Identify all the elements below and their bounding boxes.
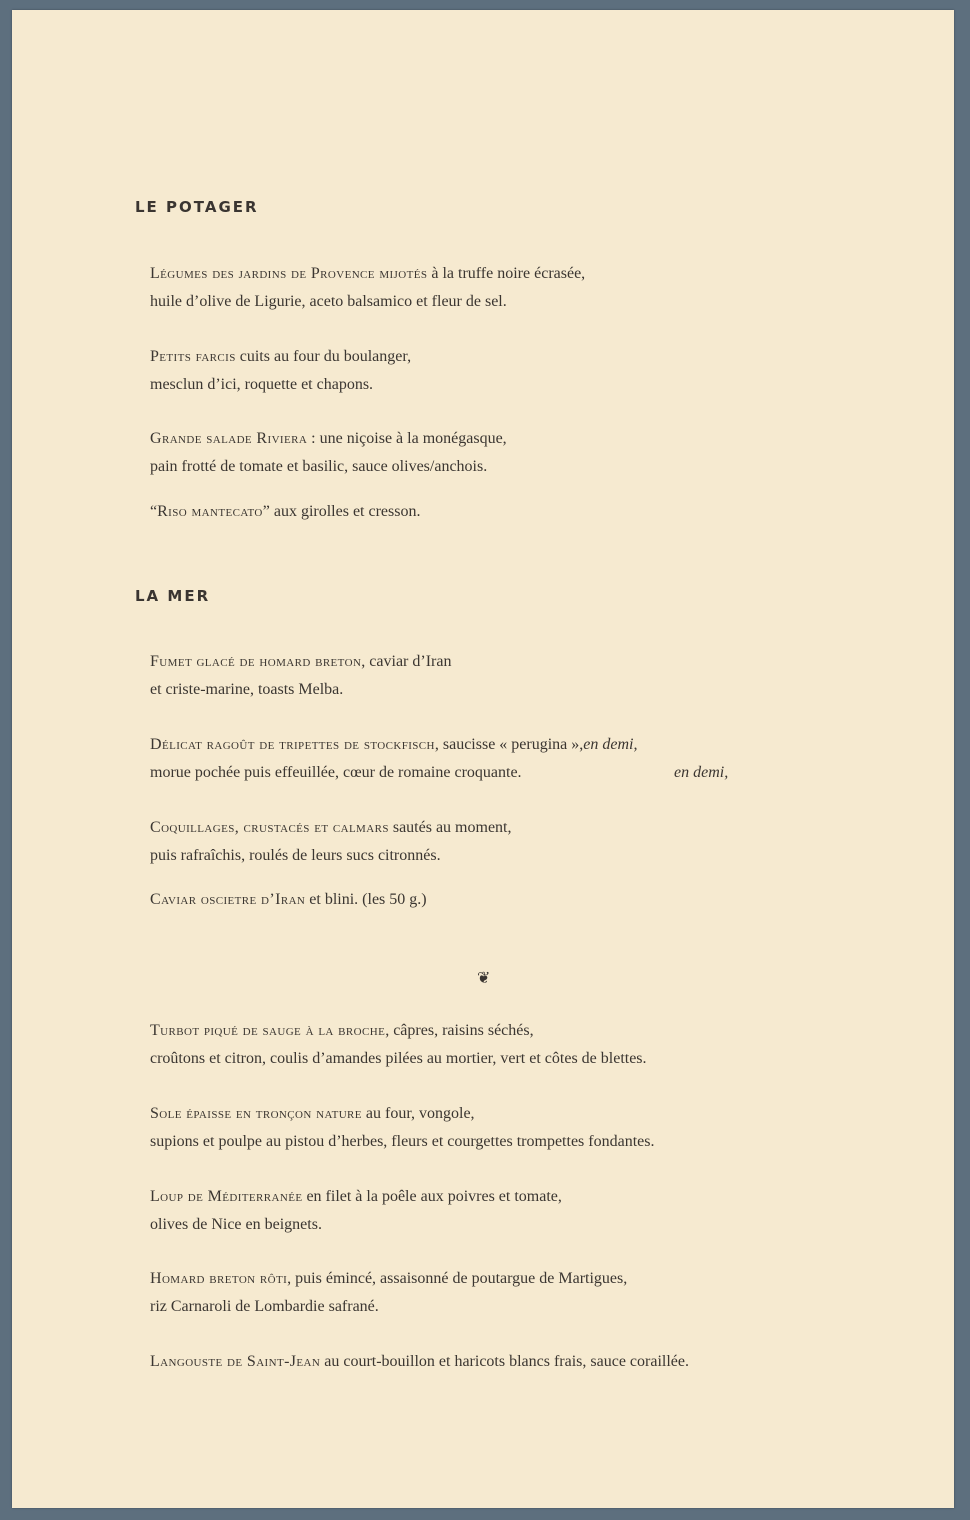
- dish-line-2: olives de Nice en beignets.: [150, 1216, 322, 1233]
- fleuron-ornament-icon: ❦: [477, 970, 491, 987]
- dish-line: [150, 425, 507, 453]
- dish-line: [150, 814, 511, 842]
- dish-line: [150, 648, 451, 676]
- dish-coquillages: [150, 814, 511, 870]
- dish-name: Fumet glacé de homard breton: [150, 653, 362, 670]
- dish-name: Coquillages, crustacés et calmars: [150, 819, 389, 836]
- dish-name: Riso mantecato: [157, 503, 263, 520]
- dish-name: Langouste de Saint-Jean: [150, 1353, 321, 1370]
- dish-legumes: [150, 260, 585, 316]
- dish-line-2: croûtons et citron, coulis d’amandes pilées au mortier, vert et côtes de blettes.: [150, 1050, 647, 1067]
- dish-sole: [150, 1100, 654, 1156]
- dish-line: [150, 1100, 654, 1128]
- dish-turbot: [150, 1017, 647, 1073]
- dish-name: Délicat ragoût de tripettes de stockfisch: [150, 736, 435, 753]
- dish-name: Grande salade Riviera: [150, 430, 308, 447]
- dish-line: [150, 731, 637, 759]
- dish-name: Légumes des jardins de Provence mijotés: [150, 265, 428, 282]
- dish-desc: , puis émincé, assaisonné de poutargue de Martigues,: [287, 1270, 628, 1287]
- dish-line: [150, 1265, 627, 1293]
- dish-line-2: supions et poulpe au pistou d’herbes, fleurs et courgettes trompettes fondantes.: [150, 1133, 655, 1150]
- dish-name: Petits farcis: [150, 348, 236, 365]
- dish-name: Homard breton rôti: [150, 1270, 288, 1287]
- dish-line: [150, 260, 585, 288]
- dish-name: Loup de Méditerranée: [150, 1188, 303, 1205]
- dish-line: [150, 1183, 562, 1211]
- dish-desc: , saucisse « perugina »,: [434, 736, 584, 753]
- dish-desc: , caviar d’Iran: [361, 653, 452, 670]
- dish-line: [150, 343, 411, 371]
- dish-desc: sautés au moment,: [388, 819, 512, 836]
- dish-line: [150, 498, 420, 526]
- dish-desc: cuits au four du boulanger,: [235, 348, 412, 365]
- portion-label-2: en demi,: [674, 764, 729, 781]
- dish-desc: en filet à la poêle aux poivres et tomate,: [302, 1188, 562, 1205]
- menu-page: [12, 10, 954, 1508]
- dish-line: [150, 1017, 647, 1045]
- dish-petits-farcis: [150, 343, 411, 399]
- dish-riso: [150, 498, 420, 526]
- dish-fumet-homard: [150, 648, 451, 704]
- dish-line-2: riz Carnaroli de Lombardie safrané.: [150, 1298, 379, 1315]
- dish-desc: : une niçoise à la monégasque,: [307, 430, 507, 447]
- dish-desc: à la truffe noire écrasée,: [427, 265, 586, 282]
- dish-desc: au four, vongole,: [361, 1105, 475, 1122]
- dish-line-2: pain frotté de tomate et basilic, sauce olives/anchois.: [150, 458, 488, 475]
- dish-line-2: puis rafraîchis, roulés de leurs sucs citronnés.: [150, 847, 441, 864]
- dish-line: [150, 886, 427, 914]
- dish-desc: , câpres, raisins séchés,: [385, 1022, 534, 1039]
- dish-name: Caviar oscietre d’Iran: [150, 891, 306, 908]
- dish-line-2: morue pochée puis effeuillée, cœur de romaine croquante.: [150, 764, 522, 781]
- portion-label: en demi,: [583, 736, 638, 753]
- dish-name: Turbot piqué de sauge à la broche: [150, 1022, 386, 1039]
- dish-line-2: mesclun d’ici, roquette et chapons.: [150, 376, 374, 393]
- dish-line-2: huile d’olive de Ligurie, aceto balsamico et fleur de sel.: [150, 293, 507, 310]
- dish-line-2: et criste-marine, toasts Melba.: [150, 681, 344, 698]
- dish-ragout-stockfisch: [150, 731, 729, 787]
- section-title-mer: LA MER: [135, 587, 211, 605]
- dish-homard-roti: [150, 1265, 627, 1321]
- section-title-potager: LE POTAGER: [135, 198, 259, 216]
- quote-open: “: [150, 503, 158, 520]
- dish-langouste: [150, 1348, 689, 1376]
- dish-desc: au court-bouillon et haricots blancs frais, sauce coraillée.: [320, 1353, 689, 1370]
- dish-desc: ” aux girolles et cresson.: [262, 503, 421, 520]
- dish-salade-riviera: [150, 425, 507, 481]
- dish-name: Sole épaisse en tronçon nature: [150, 1105, 362, 1122]
- dish-desc: et blini. (les 50 g.): [305, 891, 427, 908]
- dish-caviar: [150, 886, 427, 914]
- dish-loup: [150, 1183, 562, 1239]
- dish-line: [150, 1348, 689, 1376]
